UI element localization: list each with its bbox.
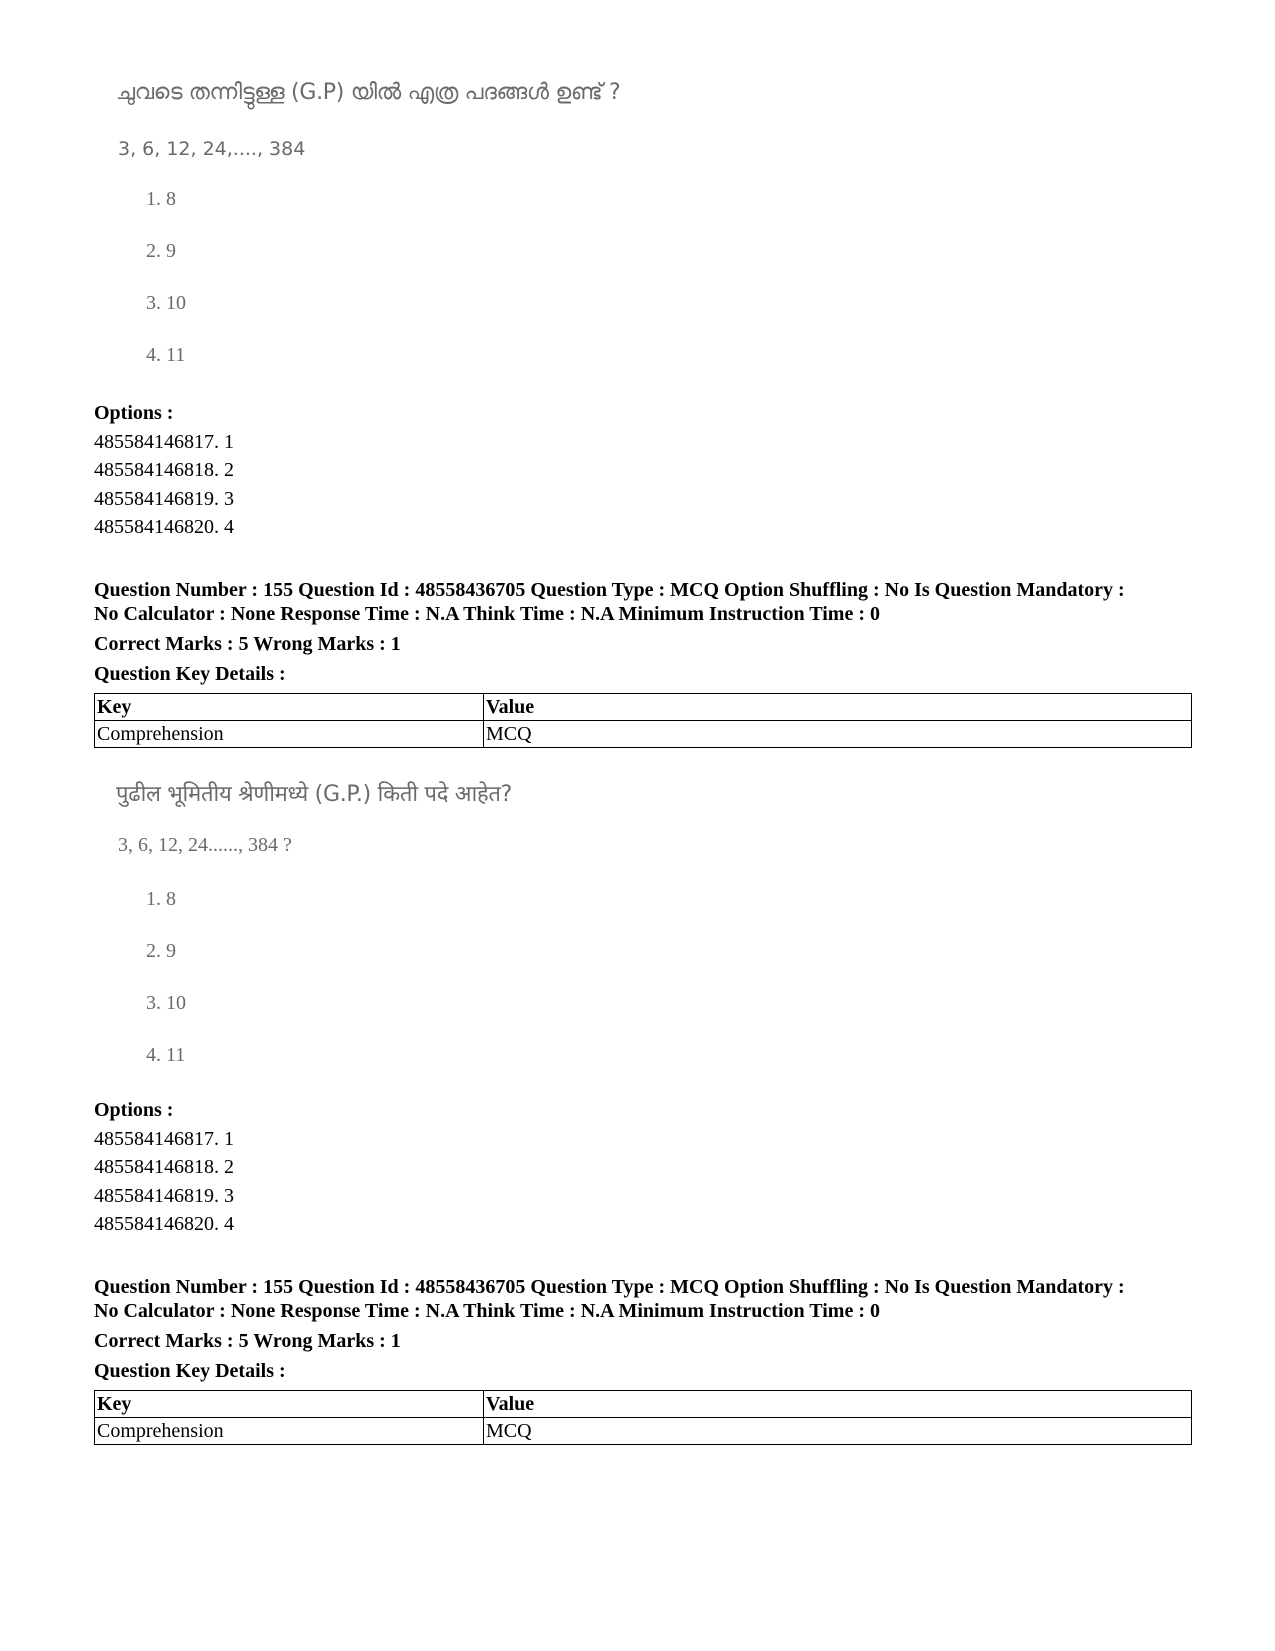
- question-metadata: [94, 1275, 1214, 1383]
- choice-4: 4. 11: [146, 344, 186, 366]
- metadata-line-1: Question Number : 155 Question Id : 48558436705 Question Type : MCQ Option Shuffling : No Is Question Mandatory :: [94, 579, 1125, 601]
- header-value: Value: [484, 1391, 1192, 1418]
- table-row: [95, 1418, 1192, 1445]
- cell-key: Comprehension: [95, 1418, 484, 1445]
- marks-line: Correct Marks : 5 Wrong Marks : 1: [94, 633, 401, 655]
- question-key-table: [94, 1390, 1192, 1445]
- option-item: 485584146820. 4: [94, 1213, 234, 1235]
- table-header-row: [95, 1391, 1192, 1418]
- choice-1: 1. 8: [146, 888, 176, 910]
- question-text: ചുവടെ തന്നിട്ടുള്ള (G.P) യിൽ എത്ര പദങ്ങൾ ഉണ്ട് ?: [116, 80, 621, 105]
- question-metadata: [94, 578, 1214, 686]
- choice-1: 1. 8: [146, 188, 176, 210]
- options-header: Options :: [94, 1099, 174, 1121]
- cell-value: MCQ: [484, 1418, 1192, 1445]
- metadata-line-1: Question Number : 155 Question Id : 48558436705 Question Type : MCQ Option Shuffling : No Is Question Mandatory :: [94, 1276, 1125, 1298]
- option-item: 485584146817. 1: [94, 430, 234, 453]
- options-header: Options :: [94, 402, 174, 424]
- metadata-line-2: No Calculator : None Response Time : N.A Think Time : N.A Minimum Instruction Time : 0: [94, 1300, 880, 1322]
- option-item: 485584146817. 1: [94, 1127, 234, 1150]
- choice-3: 3. 10: [146, 992, 186, 1014]
- option-item: 485584146820. 4: [94, 516, 234, 538]
- question-text: पुढील भूमितीय श्रेणीमध्ये (G.P.) किती पदे आहेत?: [116, 782, 512, 807]
- options-list: [94, 399, 234, 542]
- header-key: Key: [95, 694, 484, 721]
- question-key-table: [94, 693, 1192, 748]
- choice-3: 3. 10: [146, 292, 186, 314]
- cell-value: MCQ: [484, 721, 1192, 748]
- option-item: 485584146819. 3: [94, 487, 234, 510]
- option-item: 485584146819. 3: [94, 1184, 234, 1207]
- header-value: Value: [484, 694, 1192, 721]
- table-row: [95, 721, 1192, 748]
- choice-2: 2. 9: [146, 240, 176, 262]
- option-item: 485584146818. 2: [94, 1156, 234, 1178]
- question-series: 3, 6, 12, 24......, 384 ?: [118, 834, 292, 856]
- option-item: 485584146818. 2: [94, 459, 234, 481]
- question-series: 3, 6, 12, 24,...., 384: [118, 138, 306, 160]
- key-details-heading: Question Key Details :: [94, 663, 286, 685]
- choice-4: 4. 11: [146, 1044, 186, 1066]
- table-header-row: [95, 694, 1192, 721]
- options-list: [94, 1096, 234, 1239]
- choice-2: 2. 9: [146, 940, 176, 962]
- header-key: Key: [95, 1391, 484, 1418]
- metadata-line-2: No Calculator : None Response Time : N.A Think Time : N.A Minimum Instruction Time : 0: [94, 603, 880, 625]
- cell-key: Comprehension: [95, 721, 484, 748]
- marks-line: Correct Marks : 5 Wrong Marks : 1: [94, 1330, 401, 1352]
- key-details-heading: Question Key Details :: [94, 1360, 286, 1382]
